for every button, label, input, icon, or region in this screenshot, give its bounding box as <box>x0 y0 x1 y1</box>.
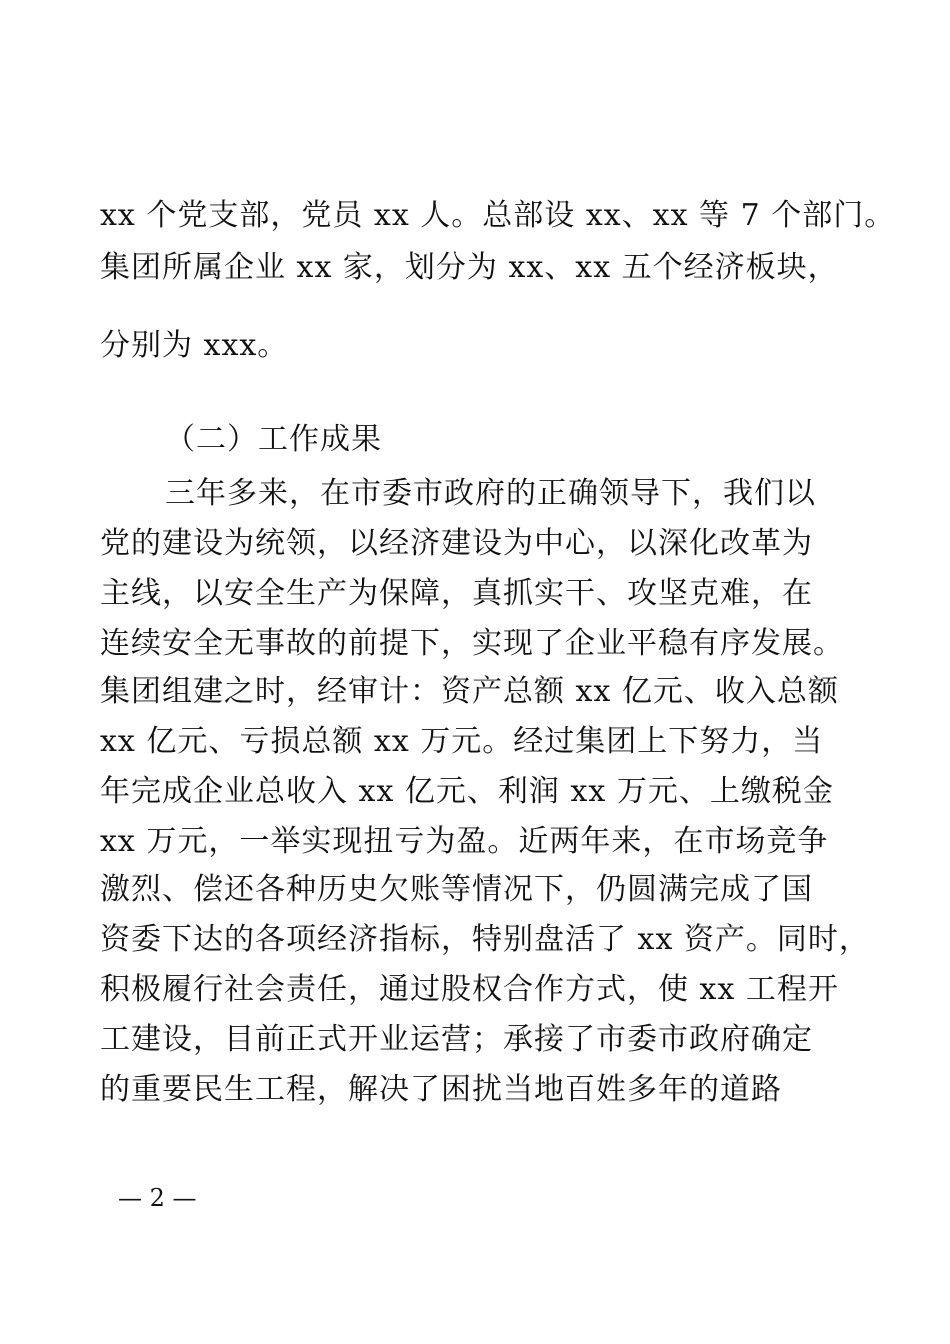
paragraph-line: 集团组建之时，经审计：资产总额 xx 亿元、收入总额 <box>100 674 839 709</box>
paragraph-line: 激烈、偿还各种历史欠账等情况下，仍圆满完成了国 <box>100 872 813 907</box>
paragraph-line: 连续安全无事故的前提下，实现了企业平稳有序发展。 <box>100 626 844 661</box>
paragraph-line: 的重要民生工程，解决了困扰当地百姓多年的道路 <box>100 1072 782 1107</box>
paragraph-line: xx 个党支部，党员 xx 人。总部设 xx、xx 等 7 个部门。 <box>100 198 896 233</box>
paragraph-line: 党的建设为统领，以经济建设为中心，以深化改革为 <box>100 526 813 561</box>
section-heading: （二）工作成果 <box>165 422 382 457</box>
paragraph-line: 分别为 xxx。 <box>100 328 289 363</box>
paragraph-line: xx 万元，一举实现扭亏为盈。近两年来，在市场竞争 <box>100 824 829 859</box>
paragraph-line: 年完成企业总收入 xx 亿元、利润 xx 万元、上缴税金 <box>100 774 834 809</box>
paragraph-line: 资委下达的各项经济指标，特别盘活了 xx 资产。同时， <box>100 922 870 957</box>
paragraph-line: 积极履行社会责任，通过股权合作方式，使 xx 工程开 <box>100 972 839 1007</box>
page-number: — 2 — <box>118 1184 197 1212</box>
paragraph-line: 集团所属企业 xx 家，划分为 xx、xx 五个经济板块， <box>100 250 839 285</box>
paragraph-line: 工建设，目前正式开业运营；承接了市委市政府确定 <box>100 1022 813 1057</box>
paragraph-line: xx 亿元、亏损总额 xx 万元。经过集团上下努力，当 <box>100 724 824 759</box>
paragraph-line: 主线，以安全生产为保障，真抓实干、攻坚克难，在 <box>100 576 813 611</box>
paragraph-line: 三年多来，在市委市政府的正确领导下，我们以 <box>165 476 816 511</box>
